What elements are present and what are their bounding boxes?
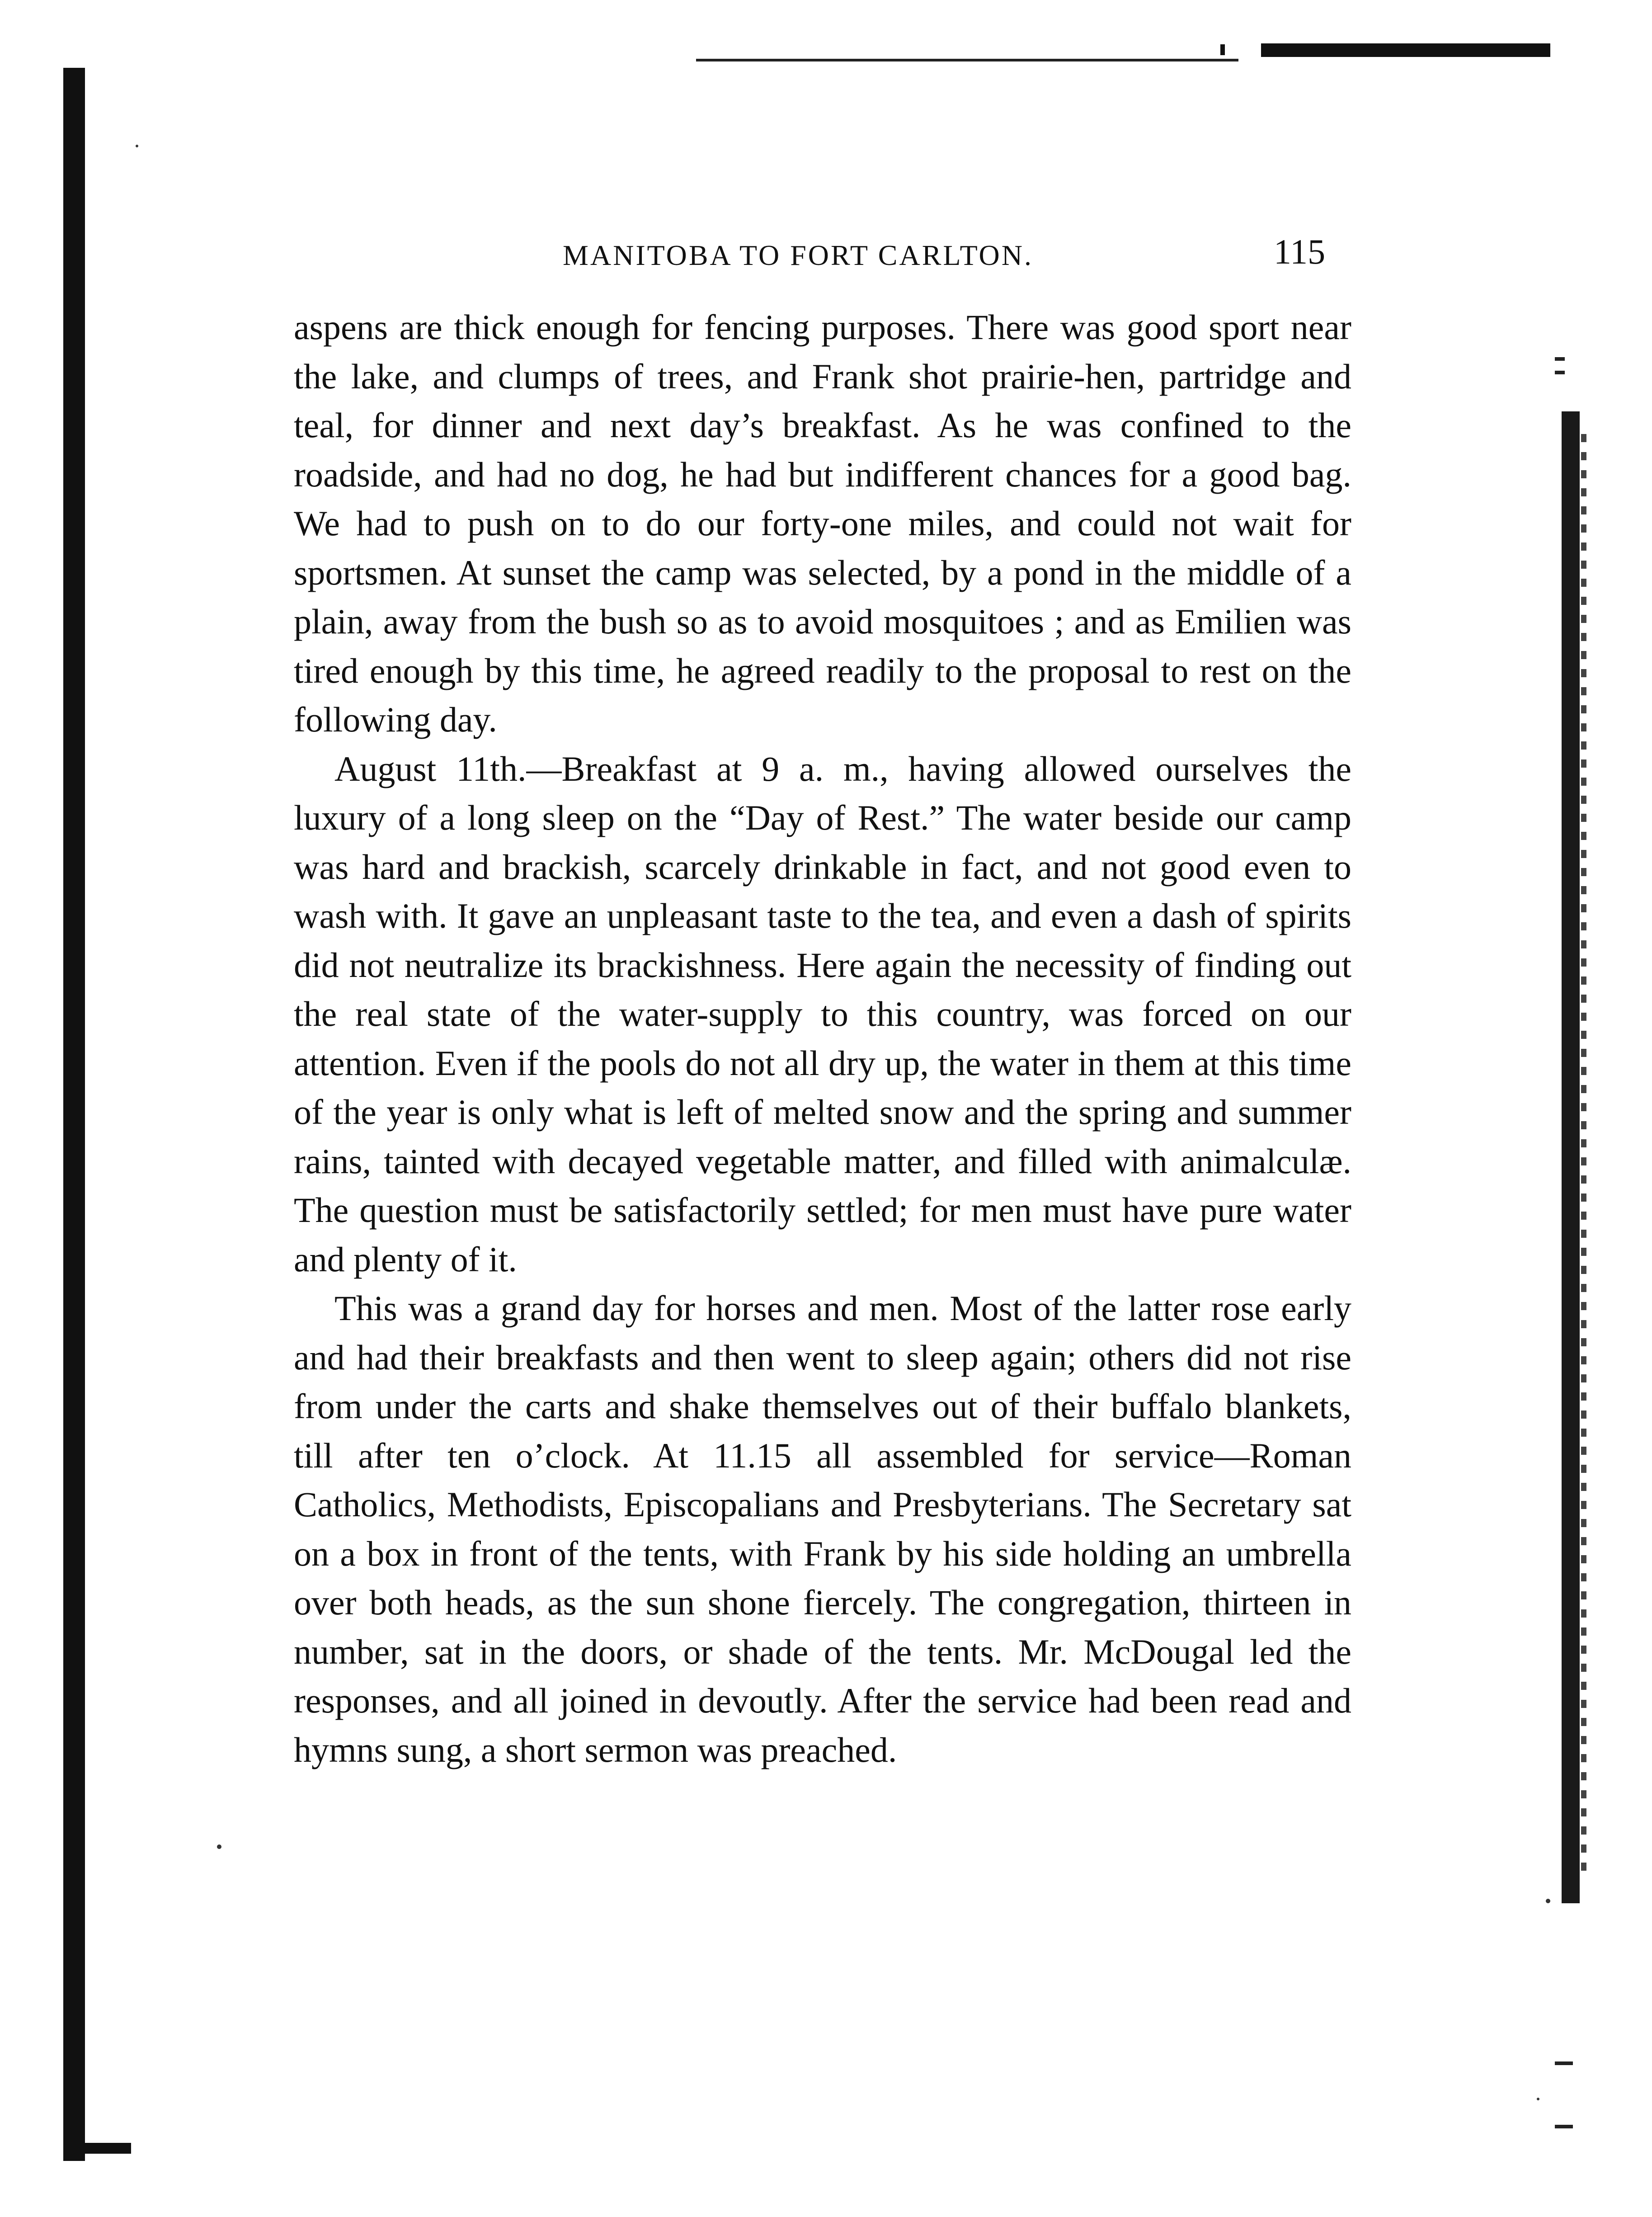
paragraph: aspens are thick enough for fencing purposes. There was good sport near the lake, and clumps of trees, and Frank shot prairie-hen, partridge and teal, for dinner and next day’s breakfast. As he was confined to the roadside, and had no dog, he had but indifferent chances for a good bag. We had to push on to do our forty-one miles, and could not wait for sportsmen. At sunset the camp was selected, by a pond in the middle of a plain, away from the bush so as to avoid mosquitoes ; and as Emilien was tired enough by this time, he agreed readily to the proposal to rest on the following day.	[294, 307, 1351, 739]
scan-speck	[1546, 1899, 1550, 1903]
scan-speck	[136, 145, 138, 147]
running-title: MANITOBA TO FORT CARLTON.	[563, 239, 1033, 271]
scan-binding-shadow	[63, 68, 85, 2161]
scan-right-edge-noise	[1581, 434, 1586, 1881]
page-number: 115	[1274, 232, 1326, 271]
scan-mark	[1555, 371, 1565, 374]
scan-binding-shadow-foot	[68, 2143, 131, 2154]
paragraph: This was a grand day for horses and men. Most of the latter rose early and had their breakfasts and then went to sleep again; others did not rise from under the carts and shake themselves out of their buffalo blankets, till after ten o’clock. At 11.15 all assembled for service—Roman Catholics, Methodists, Episcopalians and Presbyterians. The Secretary sat on a box in front of the tents, with Frank by his side holding an umbrella over both heads, as the sun shone fiercely. The congregation, thirteen in number, sat in the doors, or shade of the tents. Mr. McDougal led the responses, and all joined in devoutly. After the service had been read and hymns sung, a short sermon was preached.	[294, 1288, 1351, 1769]
scan-top-bar	[1261, 43, 1550, 57]
scan-right-edge-shadow	[1562, 411, 1580, 1903]
scan-top-tick	[1220, 44, 1225, 55]
scan-speck	[1537, 2098, 1539, 2100]
scan-top-rule	[696, 59, 1238, 61]
scan-speck	[217, 1844, 221, 1849]
scan-mark	[1555, 357, 1565, 361]
scan-mark	[1555, 2061, 1573, 2065]
body-text	[294, 303, 1351, 1774]
paragraph: August 11th.—Breakfast at 9 a. m., having allowed ourselves the luxury of a long sleep on the “Day of Rest.” The water beside our camp was hard and brackish, scarcely drinkable in fact, and not good even to wash with. It gave an unpleasant taste to the tea, and even a dash of spirits did not neutralize its brackishness. Here again the necessity of finding out the real state of the water-supply to this country, was forced on our attention. Even if the pools do not all dry up, the water in them at this time of the year is only what is left of melted snow and the spring and summer rains, tainted with decayed vegetable matter, and filled with animalculæ. The question must be satisfactorily settled; for men must have pure water and plenty of it.	[294, 749, 1351, 1279]
scan-mark	[1555, 2125, 1573, 2128]
